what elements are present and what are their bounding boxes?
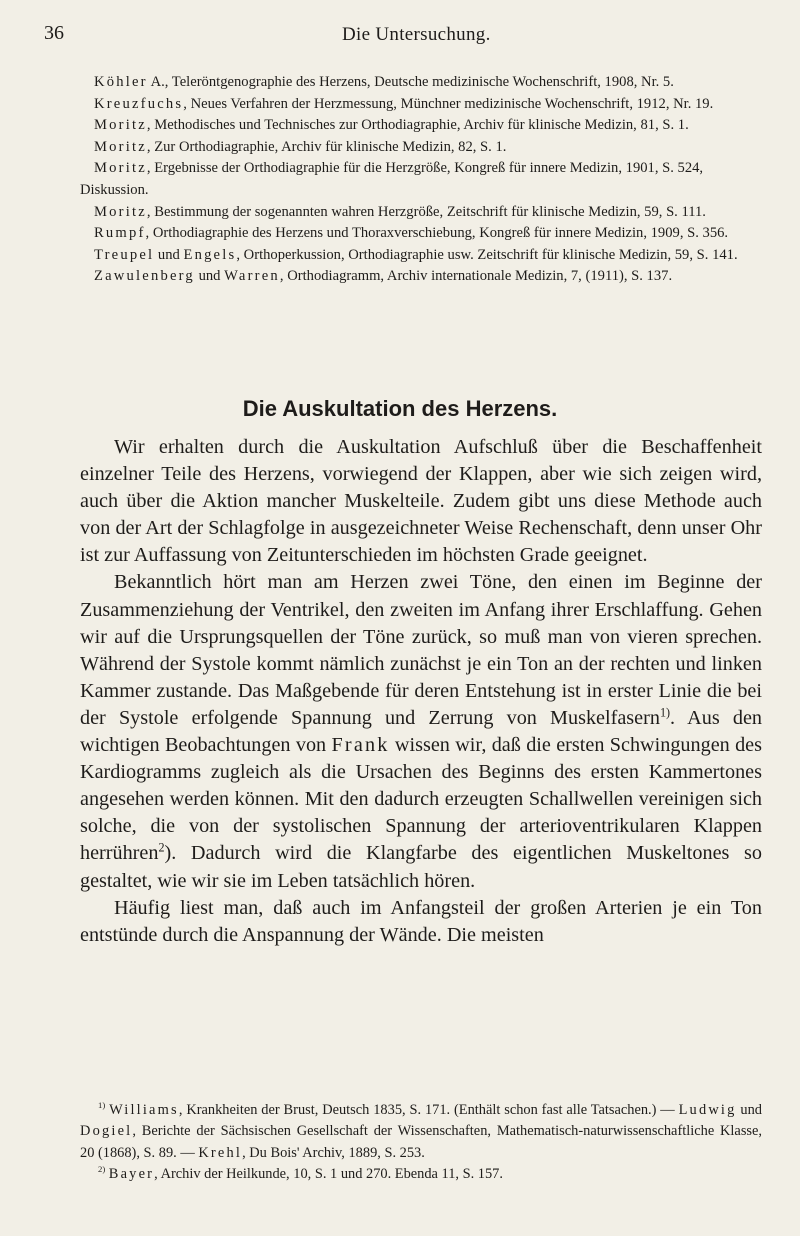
reference-author: Engels bbox=[183, 246, 237, 263]
reference-author: Treupel bbox=[94, 246, 155, 263]
paragraph-text: . Aus den wichtigen Beobachtungen von bbox=[80, 706, 762, 757]
reference-text: , Orthodiagraphie des Herzens und Thoraxverschiebung, Kongreß für innere Medizin, 1909, S. 356. bbox=[145, 225, 729, 242]
reference-text: A., Teleröntgenographie des Herzens, Deutsche medizinische Wochenschrift, 1908, Nr. 5. bbox=[147, 74, 674, 90]
section-title: Die Auskultation des Herzens. bbox=[242, 396, 558, 421]
reference-text: , Methodisches und Technisches zur Orthodiagraphie, Archiv für klinische Medizin, 81, S. 1. bbox=[146, 117, 689, 134]
reference-list bbox=[80, 72, 760, 288]
footnotes bbox=[80, 1100, 762, 1186]
reference-item bbox=[80, 72, 760, 94]
paragraph-text: ). Dadurch wird die Klangfarbe des eigentlichen Muskeltones so gestaltet, wie wir sie im Leben tatsächlich hören. bbox=[80, 842, 762, 892]
person-name: Krehl bbox=[198, 1144, 243, 1161]
footnote-marker: 1) bbox=[659, 705, 671, 720]
reference-author: Köhler bbox=[94, 74, 148, 90]
footnote-marker: 2 bbox=[158, 840, 165, 855]
reference-item bbox=[80, 137, 760, 159]
body-text bbox=[80, 434, 762, 949]
paragraph-text: Bekanntlich hört man am Herzen zwei Töne, den einen im Beginne der Zusammenziehung der Ventrikel, den zweiten im Anfang ihrer Erschlaffung. Gehen wir auf die Ursprungsquellen der Töne zurück, so muß man von vieren sprechen. Während der Systole kommt nämlich zunächst je ein Ton an der rechten und linken Kammer zustande. Das Maßgebende für deren Entstehung ist in erster Linie die bei der Systole erfolgende Spannung und Zerrung von Muskelfasern bbox=[80, 571, 762, 729]
person-name: Dogiel bbox=[80, 1123, 133, 1140]
reference-text: , Orthoperkussion, Orthodiagraphie usw. Zeitschrift für klinische Medizin, 59, S. 141. bbox=[236, 246, 738, 263]
reference-text: , Zur Orthodiagraphie, Archiv für klinische Medizin, 82, S. 1. bbox=[146, 138, 507, 155]
footnote-text: , Archiv der Heilkunde, 10, S. 1 und 270. Ebenda 11, S. 157. bbox=[154, 1166, 503, 1183]
footnote-text: , Berichte der Sächsischen Gesellschaft der Wissenschaften, Mathematisch-naturwissenschaftliche Klasse, 20 (1868), S. 89. — bbox=[80, 1123, 762, 1161]
reference-author: Moritz bbox=[94, 160, 147, 177]
paragraph-text: wissen wir, daß die ersten Schwingungen des Kardiogramms zugleich als die Ursachen des Beginns des ersten Kammertones angesehen werden können. Mit den dadurch erzeugten Schallwellen vereinigen sich solche, die von der systolischen Spannung der arterioventrikularen Klappen herrühren bbox=[80, 734, 762, 865]
reference-item bbox=[80, 245, 760, 267]
paragraph: Wir erhalten durch die Auskultation Aufschluß über die Beschaffenheit einzelner Teile des Herzens, vorwiegend der Klappen, aber wie sich zeigen wird, auch über die Aktion mancher Muskelteile. Zudem gibt uns diese Methode auch von der Art der Schlagfolge in ausgezeichneter Weise Rechenschaft, denn unser Ohr ist zur Auffassung von Zeitunterschieden im höchsten Grade geeignet. bbox=[80, 436, 762, 567]
person-name: Williams bbox=[109, 1102, 179, 1118]
reference-text: , Orthodiagramm, Archiv internationale Medizin, 7, (1911), S. 137. bbox=[279, 268, 673, 285]
reference-item bbox=[80, 223, 760, 245]
footnote-marker: 2) bbox=[98, 1164, 106, 1175]
reference-author: Moritz bbox=[94, 203, 147, 220]
footnote-text: , Du Bois' Archiv, 1889, S. 253. bbox=[242, 1144, 425, 1161]
person-name: Ludwig bbox=[678, 1102, 737, 1118]
reference-text: , Ergebnisse der Orthodiagraphie für die Herzgröße, Kongreß für innere Medizin, 1901, S. 524, Diskussion. bbox=[80, 160, 704, 198]
footnote bbox=[80, 1164, 762, 1185]
person-name: Frank bbox=[331, 734, 390, 757]
reference-author: Moritz bbox=[94, 138, 147, 155]
footnote-text: und bbox=[736, 1102, 762, 1118]
reference-item bbox=[80, 266, 760, 288]
paragraph: Häufig liest man, daß auch im Anfangsteil der großen Arterien je ein Ton entstünde durch die Anspannung der Wände. Die meisten bbox=[80, 896, 762, 946]
reference-author: Moritz bbox=[94, 117, 147, 134]
reference-text: , Neues Verfahren der Herzmessung, Münchner medizinische Wochenschrift, 1912, Nr. 19. bbox=[183, 95, 714, 112]
footnote bbox=[80, 1100, 762, 1164]
paragraph bbox=[80, 569, 762, 894]
reference-item bbox=[80, 115, 760, 137]
reference-item bbox=[80, 94, 760, 116]
reference-author: Kreuzfuchs bbox=[94, 95, 184, 112]
page-number: 36 bbox=[44, 22, 64, 44]
reference-author: Rumpf bbox=[94, 225, 146, 242]
footnote-marker: 1) bbox=[98, 1100, 106, 1111]
reference-author: Warren bbox=[224, 268, 280, 285]
reference-text: , Bestimmung der sogenannten wahren Herzgröße, Zeitschrift für klinische Medizin, 59, S. 111. bbox=[146, 203, 706, 220]
reference-item bbox=[80, 202, 760, 224]
reference-item bbox=[80, 158, 760, 201]
footnote-text: , Krankheiten der Brust, Deutsch 1835, S. 171. (Enthält schon fast alle Tatsachen.) — bbox=[178, 1102, 679, 1118]
running-head: Die Untersuchung. bbox=[342, 24, 491, 45]
reference-text: und bbox=[154, 246, 184, 263]
person-name: Bayer bbox=[108, 1166, 155, 1183]
reference-author: Zawulenberg bbox=[94, 268, 195, 285]
reference-text: und bbox=[194, 268, 225, 285]
